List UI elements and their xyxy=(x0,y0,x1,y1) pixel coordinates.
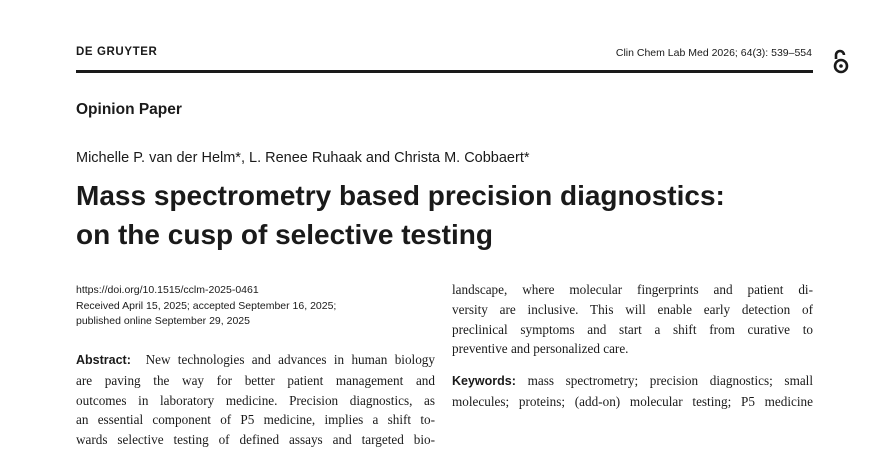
published-date: published online September 29, 2025 xyxy=(76,315,250,327)
abstract-line: an essential component of P5 medicine, implies a shift to- xyxy=(76,412,435,428)
article-metadata xyxy=(76,283,336,330)
keywords-line: Keywords: mass spectrometry; precision diagnostics; small xyxy=(452,373,813,388)
abstract-line: preventive and personalized care. xyxy=(452,341,629,357)
open-access-icon xyxy=(832,47,850,75)
author-list: Michelle P. van der Helm*, L. Renee Ruhaak and Christa M. Cobbaert* xyxy=(76,150,530,166)
abstract-label: Abstract: xyxy=(76,353,131,367)
article-title xyxy=(76,176,836,254)
abstract-line: preclinical symptoms and start a shift from curative to xyxy=(452,321,813,337)
abstract-line: are paving the way for better patient management and xyxy=(76,372,435,388)
header-rule xyxy=(76,70,813,73)
abstract-line: landscape, where molecular fingerprints and patient di- xyxy=(452,282,813,297)
doi-link[interactable]: https://doi.org/10.1515/cclm-2025-0461 xyxy=(76,284,259,296)
title-line: on the cusp of selective testing xyxy=(76,219,493,250)
keywords-line: molecules; proteins; (add-on) molecular testing; P5 medicine xyxy=(452,393,813,409)
abstract xyxy=(76,350,435,450)
abstract-continued xyxy=(452,280,813,359)
journal-citation: Clin Chem Lab Med 2026; 64(3): 539–554 xyxy=(615,47,812,59)
keywords xyxy=(452,371,813,412)
abstract-line: wards selective testing of defined assays and targeted bio- xyxy=(76,432,435,448)
article-type: Opinion Paper xyxy=(76,101,182,118)
keywords-label: Keywords: xyxy=(452,374,516,388)
abstract-line: outcomes in laboratory medicine. Precision diagnostics, as xyxy=(76,392,435,408)
title-line: Mass spectrometry based precision diagnostics: xyxy=(76,180,725,211)
abstract-line: versity are inclusive. This will enable early detection of xyxy=(452,301,813,317)
publisher-name: DE GRUYTER xyxy=(76,46,158,58)
received-dates: Received April 15, 2025; accepted September 16, 2025; xyxy=(76,299,337,312)
abstract-line: Abstract: New technologies and advances in human biology xyxy=(76,352,435,367)
